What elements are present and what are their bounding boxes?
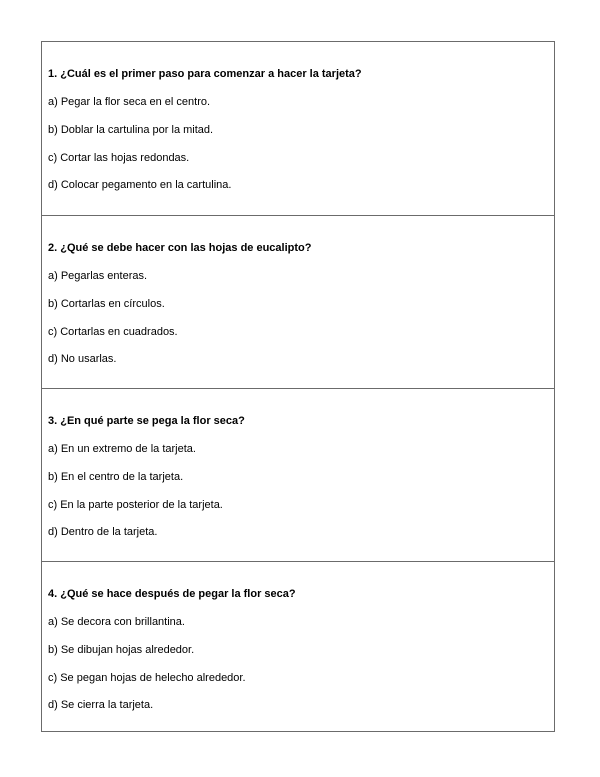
option-b: b) Doblar la cartulina por la mitad. <box>48 124 214 136</box>
question-cell-3 <box>42 388 554 561</box>
question-text: 1. ¿Cuál es el primer paso para comenzar a hacer la tarjeta? <box>48 68 362 80</box>
option-d: d) Se cierra la tarjeta. <box>48 699 154 711</box>
question-cell-2 <box>42 215 554 388</box>
option-b: b) En el centro de la tarjeta. <box>48 471 184 483</box>
option-d: d) No usarlas. <box>48 353 117 365</box>
option-a: a) En un extremo de la tarjeta. <box>48 443 196 455</box>
option-c: c) En la parte posterior de la tarjeta. <box>48 499 223 511</box>
option-c: c) Cortarlas en cuadrados. <box>48 326 178 338</box>
option-c: c) Cortar las hojas redondas. <box>48 152 190 164</box>
option-d: d) Dentro de la tarjeta. <box>48 526 158 538</box>
option-c: c) Se pegan hojas de helecho alrededor. <box>48 672 246 684</box>
question-cell-1 <box>42 42 554 215</box>
question-text: 4. ¿Qué se hace después de pegar la flor seca? <box>48 588 296 600</box>
option-a: a) Pegar la flor seca en el centro. <box>48 96 211 108</box>
option-b: b) Se dibujan hojas alrededor. <box>48 644 195 656</box>
option-a: a) Se decora con brillantina. <box>48 616 185 628</box>
question-text: 2. ¿Qué se debe hacer con las hojas de eucalipto? <box>48 242 312 254</box>
option-b: b) Cortarlas en círculos. <box>48 298 165 310</box>
quiz-table <box>41 41 555 732</box>
question-text: 3. ¿En qué parte se pega la flor seca? <box>48 415 245 427</box>
question-cell-4 <box>42 561 554 733</box>
option-d: d) Colocar pegamento en la cartulina. <box>48 179 232 191</box>
option-a: a) Pegarlas enteras. <box>48 270 148 282</box>
